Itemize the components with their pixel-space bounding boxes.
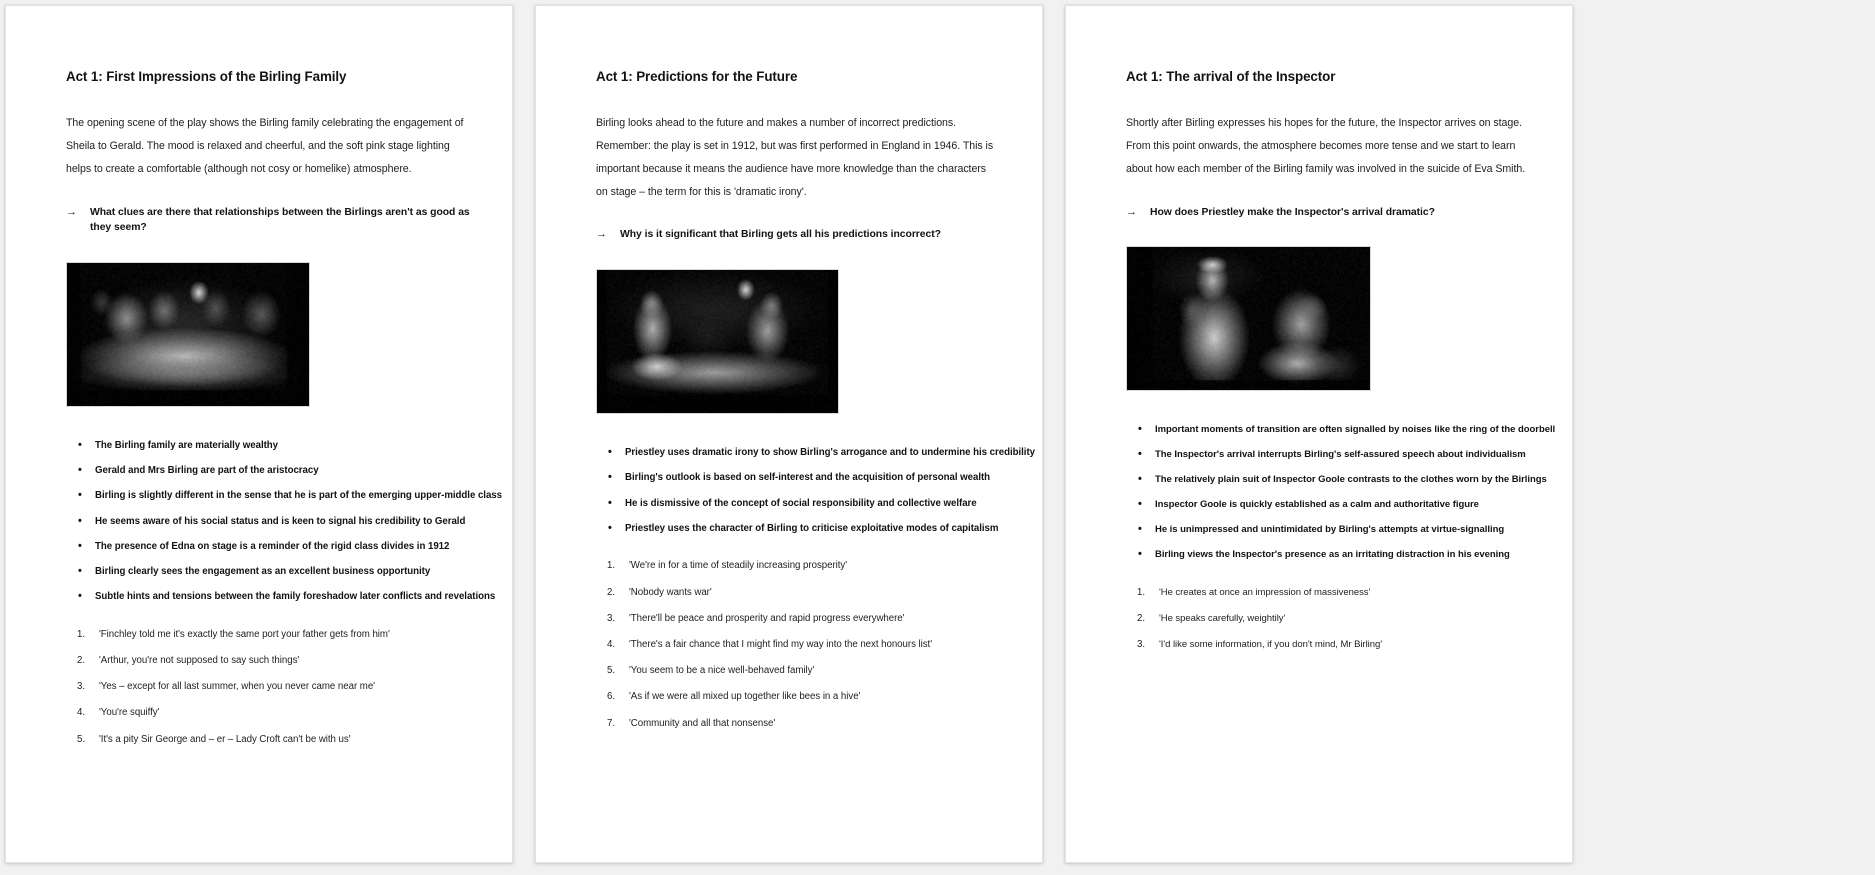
page-3-intro-paragraph: Shortly after Birling expresses his hopes for the future, the Inspector arrives on stage. From this point onwards, the atmosphere becomes more tense and we start to learn about how each member of the Birling family was involved in the suicide of Eva Smith. — [1126, 117, 1526, 175]
page-2-question-text: Why is it significant that Birling gets all his predictions incorrect? — [620, 229, 941, 241]
list-item: • The relatively plain suit of Inspector Goole contrasts to the clothes worn by the Birlings — [1126, 475, 1532, 485]
page-1-question-row — [66, 205, 472, 236]
page-1-intro-paragraph: The opening scene of the play shows the Birling family celebrating the engagement of Sheila to Gerald. The mood is relaxed and cheerful, and the soft pink stage lighting helps to create a comfortable (although not cosy or homelike) atmosphere. — [66, 117, 464, 175]
list-item: 'Arthur, you're not supposed to say such things' — [99, 655, 300, 667]
list-item: • The Inspector's arrival interrupts Birling's self-assured speech about individualism — [1126, 450, 1532, 460]
list-item: • The Birling family are materially wealthy — [66, 441, 472, 451]
list-item: • Birling views the Inspector's presence as an irritating distraction in his evening — [1126, 550, 1532, 560]
list-item: • Priestley uses dramatic irony to show Birling's arrogance and to undermine his credibility — [596, 448, 1002, 458]
page-1-quote-list — [66, 630, 472, 745]
list-item: • Inspector Goole is quickly established as a calm and authoritative figure — [1126, 500, 1532, 510]
list-item: 'He creates at once an impression of massiveness' — [1159, 586, 1371, 598]
list-item: 'Community and all that nonsense' — [629, 717, 776, 729]
page-1-film-still-image — [66, 262, 310, 407]
list-item: • He seems aware of his social status and is keen to signal his credibility to Gerald — [66, 517, 472, 527]
page-3-question-text: How does Priestley make the Inspector's arrival dramatic? — [1150, 206, 1435, 218]
page-2-quote-list — [596, 561, 1002, 728]
page-3-bullet-list — [1126, 424, 1556, 561]
list-item: 'Nobody wants war' — [629, 586, 712, 598]
page-2-intro-paragraph: Birling looks ahead to the future and makes a number of incorrect predictions. Remember: the play is set in 1912, but was first performed in England in 1946. This is important because it means the audience have more knowledge than the characters on stage – the term for this is 'dramatic irony'. — [596, 117, 994, 198]
page-1-bullet-list — [66, 439, 502, 603]
list-item: • Subtle hints and tensions between the family foreshadow later conflicts and revelations — [66, 592, 472, 602]
list-item: 'There's a fair chance that I might find my way into the next honours list' — [629, 639, 933, 651]
list-item: 'We're in for a time of steadily increasing prosperity' — [629, 560, 848, 572]
page-2-question-row — [596, 227, 1002, 243]
page-1-heading: Act 1: First Impressions of the Birling Family — [66, 69, 347, 84]
list-item: • He is unimpressed and unintimidated by Birling's attempts at virtue-signalling — [1126, 525, 1532, 535]
list-item: • Gerald and Mrs Birling are part of the aristocracy — [66, 466, 472, 476]
page-3-heading: Act 1: The arrival of the Inspector — [1126, 69, 1336, 84]
list-item: 'He speaks carefully, weightily' — [1159, 612, 1286, 624]
page-2-heading: Act 1: Predictions for the Future — [596, 69, 798, 84]
page-3-quote-list — [1126, 588, 1532, 650]
right-arrow-icon: → — [66, 205, 77, 218]
list-item: • He is dismissive of the concept of social responsibility and collective welfare — [596, 499, 1002, 509]
page-3-content — [1066, 6, 1572, 649]
page-2-film-still-image — [596, 269, 839, 414]
list-item: • The presence of Edna on stage is a reminder of the rigid class divides in 1912 — [66, 542, 472, 552]
page-1-question-text: What clues are there that relationships between the Birlings aren't as good as they seem? — [90, 206, 470, 234]
right-arrow-icon: → — [1126, 205, 1137, 218]
list-item: 'It's a pity Sir George and – er – Lady Croft can't be with us' — [99, 733, 351, 745]
list-item: 'Finchley told me it's exactly the same port your father gets from him' — [99, 628, 390, 640]
page-3-film-still-image — [1126, 246, 1371, 391]
list-item: 'There'll be peace and prosperity and rapid progress everywhere' — [629, 612, 905, 624]
list-item: • Birling's outlook is based on self-interest and the acquisition of personal wealth — [596, 473, 1002, 483]
list-item: 'Yes – except for all last summer, when you never came near me' — [99, 681, 375, 693]
list-item: 'As if we were all mixed up together like bees in a hive' — [629, 691, 861, 703]
page-1-content — [6, 6, 512, 744]
page-2-content — [536, 6, 1042, 728]
list-item: • Priestley uses the character of Birling to criticise exploitative modes of capitalism — [596, 524, 1002, 534]
page-3-question-row — [1126, 205, 1532, 221]
list-item: 'You seem to be a nice well-behaved family' — [629, 665, 815, 677]
document-page-1[interactable] — [5, 5, 513, 863]
list-item: • Birling clearly sees the engagement as an excellent business opportunity — [66, 567, 472, 577]
list-item: • Birling is slightly different in the sense that he is part of the emerging upper-middle class — [66, 491, 472, 501]
list-item: • Important moments of transition are often signalled by noises like the ring of the doorbell — [1126, 425, 1532, 435]
page-2-bullet-list — [596, 447, 1035, 534]
list-item: 'You're squiffy' — [99, 707, 160, 719]
document-page-3[interactable] — [1065, 5, 1573, 863]
right-arrow-icon: → — [596, 228, 607, 241]
document-page-2[interactable] — [535, 5, 1043, 863]
list-item: 'I'd like some information, if you don't mind, Mr Birling' — [1159, 638, 1382, 650]
